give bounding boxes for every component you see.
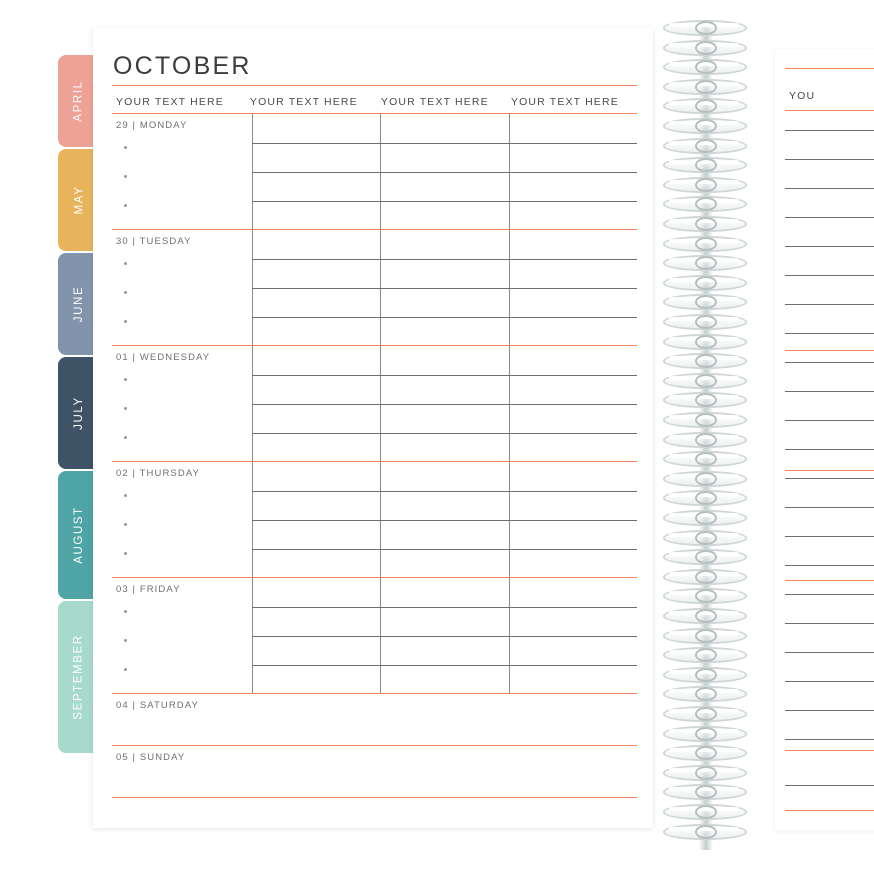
day-label: 29 | MONDAY (116, 120, 188, 131)
spiral-ring-inner (695, 433, 717, 447)
spiral-ring-inner (695, 609, 717, 623)
spiral-ring-inner (695, 276, 717, 290)
bullet-dot-icon (124, 407, 127, 410)
task-line[interactable] (252, 375, 637, 376)
task-line[interactable] (252, 520, 637, 521)
task-line[interactable] (252, 491, 637, 492)
next-page-accent-rule (785, 750, 874, 751)
day-block[interactable] (112, 114, 637, 230)
task-line[interactable] (252, 404, 637, 405)
task-writing-lines[interactable] (252, 114, 637, 229)
bullet-row[interactable] (112, 629, 252, 658)
day-label: 01 | WEDNESDAY (116, 352, 211, 363)
spiral-ring-inner (695, 217, 717, 231)
spiral-ring-inner (695, 570, 717, 584)
spiral-ring-inner (695, 727, 717, 741)
bullet-row[interactable] (112, 600, 252, 629)
spiral-coil (655, 686, 755, 705)
day-label: 30 | TUESDAY (116, 236, 192, 247)
bullet-row[interactable] (112, 368, 252, 397)
next-page-line (785, 304, 874, 305)
column-header-1: YOUR TEXT HERE (249, 96, 358, 108)
task-line[interactable] (252, 201, 637, 202)
spiral-coil (655, 196, 755, 215)
spiral-coil (655, 40, 755, 59)
next-page-line (785, 507, 874, 508)
spiral-ring-inner (695, 668, 717, 682)
spiral-coil (655, 353, 755, 372)
spiral-ring-inner (695, 139, 717, 153)
month-tab-label: MAY (73, 185, 85, 215)
bullet-dot-icon (124, 204, 127, 207)
spiral-binding (655, 20, 755, 850)
title-divider (112, 85, 637, 86)
spiral-coil (655, 784, 755, 803)
bullet-list[interactable] (112, 252, 252, 339)
next-page-line (785, 536, 874, 537)
spiral-coil (655, 804, 755, 823)
spiral-coil (655, 392, 755, 411)
spiral-coil (655, 471, 755, 490)
spiral-ring-inner (695, 707, 717, 721)
bullet-dot-icon (124, 175, 127, 178)
spiral-coil (655, 334, 755, 353)
spiral-coil (655, 608, 755, 627)
spiral-coil (655, 726, 755, 745)
spiral-ring-inner (695, 472, 717, 486)
task-writing-lines[interactable] (252, 230, 637, 345)
month-tab-label: JULY (72, 396, 85, 430)
spiral-coil (655, 628, 755, 647)
spiral-coil (655, 824, 755, 843)
spiral-ring-inner (695, 511, 717, 525)
bullet-dot-icon (124, 291, 127, 294)
next-page-line (785, 130, 874, 131)
next-page-line (785, 681, 874, 682)
next-page-column-header: YOU (789, 90, 816, 102)
task-line[interactable] (252, 665, 637, 666)
task-line[interactable] (252, 433, 637, 434)
bullet-dot-icon (124, 668, 127, 671)
task-writing-lines[interactable] (252, 346, 637, 461)
spiral-coil (655, 451, 755, 470)
spiral-ring-inner (695, 237, 717, 251)
day-block[interactable] (112, 346, 637, 462)
month-tab-label: SEPTEMBER (73, 634, 85, 720)
spiral-ring-inner (695, 315, 717, 329)
weekly-planner-sheet (93, 28, 653, 828)
bullet-dot-icon (124, 494, 127, 497)
bullet-row[interactable] (112, 484, 252, 513)
day-label: 02 | THURSDAY (116, 468, 200, 479)
next-page-line (785, 246, 874, 247)
spiral-ring-inner (695, 629, 717, 643)
bullet-dot-icon (124, 378, 127, 381)
bullet-row[interactable] (112, 397, 252, 426)
bullet-row[interactable] (112, 542, 252, 571)
next-page-accent-rule (785, 810, 874, 811)
bullet-dot-icon (124, 639, 127, 642)
spiral-coil (655, 255, 755, 274)
next-page-line (785, 275, 874, 276)
spiral-ring-inner (695, 21, 717, 35)
next-page-line (785, 449, 874, 450)
month-tab-label: AUGUST (73, 506, 85, 564)
day-label: 03 | FRIDAY (116, 584, 181, 595)
day-block[interactable] (112, 578, 637, 694)
spiral-coil (655, 138, 755, 157)
day-block[interactable] (112, 230, 637, 346)
bullet-list[interactable] (112, 136, 252, 223)
spiral-ring-inner (695, 805, 717, 819)
task-line[interactable] (252, 549, 637, 550)
task-line[interactable] (252, 607, 637, 608)
spiral-coil (655, 98, 755, 117)
task-line[interactable] (252, 143, 637, 144)
bullet-dot-icon (124, 552, 127, 555)
spiral-coil (655, 275, 755, 294)
bullet-dot-icon (124, 523, 127, 526)
page-title: OCTOBER (113, 52, 252, 80)
column-header-2: YOUR TEXT HERE (380, 96, 489, 108)
bullet-list[interactable] (112, 368, 252, 455)
bullet-dot-icon (124, 436, 127, 439)
task-writing-lines[interactable] (252, 462, 637, 577)
spiral-coil (655, 510, 755, 529)
spiral-coil (655, 667, 755, 686)
next-page-line (785, 710, 874, 711)
next-page-line (785, 333, 874, 334)
spiral-ring-inner (695, 531, 717, 545)
spiral-coil (655, 765, 755, 784)
spiral-coil (655, 216, 755, 235)
bullet-row[interactable] (112, 194, 252, 223)
spiral-coil (655, 314, 755, 333)
spiral-coil (655, 647, 755, 666)
spiral-coil (655, 79, 755, 98)
month-tab-label: JUNE (73, 285, 85, 323)
day-label: 04 | SATURDAY (116, 700, 199, 711)
month-tab-label: APRIL (73, 80, 85, 122)
bullet-list[interactable] (112, 484, 252, 571)
bullet-row[interactable] (112, 426, 252, 455)
next-page-accent-rule (785, 580, 874, 581)
spiral-coil (655, 588, 755, 607)
spiral-coil (655, 373, 755, 392)
spiral-coil (655, 745, 755, 764)
next-page-line (785, 159, 874, 160)
next-page-line (785, 217, 874, 218)
spiral-ring-inner (695, 41, 717, 55)
spiral-coil (655, 118, 755, 137)
next-page-line (785, 391, 874, 392)
spiral-coil (655, 59, 755, 78)
spiral-ring-inner (695, 374, 717, 388)
next-page-accent-rule (785, 68, 874, 69)
day-label: 05 | SUNDAY (116, 752, 186, 763)
spiral-coil (655, 706, 755, 725)
weekend-block[interactable] (112, 746, 637, 798)
column-header-3: YOUR TEXT HERE (510, 96, 619, 108)
spiral-coil (655, 530, 755, 549)
next-page-line (785, 188, 874, 189)
bullet-dot-icon (124, 610, 127, 613)
spiral-coil (655, 432, 755, 451)
bullet-row[interactable] (112, 658, 252, 687)
spiral-coil (655, 157, 755, 176)
spiral-ring-inner (695, 80, 717, 94)
spiral-coil (655, 412, 755, 431)
spiral-coil (655, 490, 755, 509)
spiral-coil (655, 177, 755, 196)
next-page-line (785, 594, 874, 595)
weekend-block[interactable] (112, 694, 637, 746)
column-header-0: YOUR TEXT HERE (116, 96, 224, 108)
spiral-ring-inner (695, 178, 717, 192)
next-page-line (785, 478, 874, 479)
spiral-ring-inner (695, 825, 717, 839)
day-block[interactable] (112, 462, 637, 578)
bullet-dot-icon (124, 262, 127, 265)
task-writing-lines[interactable] (252, 578, 637, 693)
next-page-line (785, 565, 874, 566)
spiral-coil (655, 569, 755, 588)
spiral-coil (655, 549, 755, 568)
bullet-row[interactable] (112, 136, 252, 165)
spiral-ring-inner (695, 119, 717, 133)
spiral-ring-inner (695, 413, 717, 427)
spiral-coil (655, 20, 755, 39)
task-line[interactable] (252, 288, 637, 289)
spiral-ring-inner (695, 766, 717, 780)
next-page-line (785, 785, 874, 786)
bullet-row[interactable] (112, 165, 252, 194)
spiral-ring-inner (695, 335, 717, 349)
next-page-sheet (775, 50, 874, 830)
spiral-coil (655, 236, 755, 255)
next-page-accent-rule (785, 350, 874, 351)
bullet-row[interactable] (112, 310, 252, 339)
task-line[interactable] (252, 317, 637, 318)
next-page-line (785, 739, 874, 740)
bullet-dot-icon (124, 146, 127, 149)
bullet-dot-icon (124, 320, 127, 323)
day-grid (112, 114, 637, 798)
bullet-list[interactable] (112, 600, 252, 687)
next-page-line (785, 652, 874, 653)
next-page-accent-rule (785, 110, 874, 111)
next-page-line (785, 420, 874, 421)
column-header-row (112, 91, 637, 113)
task-line[interactable] (252, 259, 637, 260)
bullet-row[interactable] (112, 281, 252, 310)
bullet-row[interactable] (112, 513, 252, 542)
task-line[interactable] (252, 636, 637, 637)
bullet-row[interactable] (112, 252, 252, 281)
next-page-line (785, 362, 874, 363)
spiral-coil (655, 294, 755, 313)
next-page-accent-rule (785, 470, 874, 471)
next-page-line (785, 623, 874, 624)
task-line[interactable] (252, 172, 637, 173)
